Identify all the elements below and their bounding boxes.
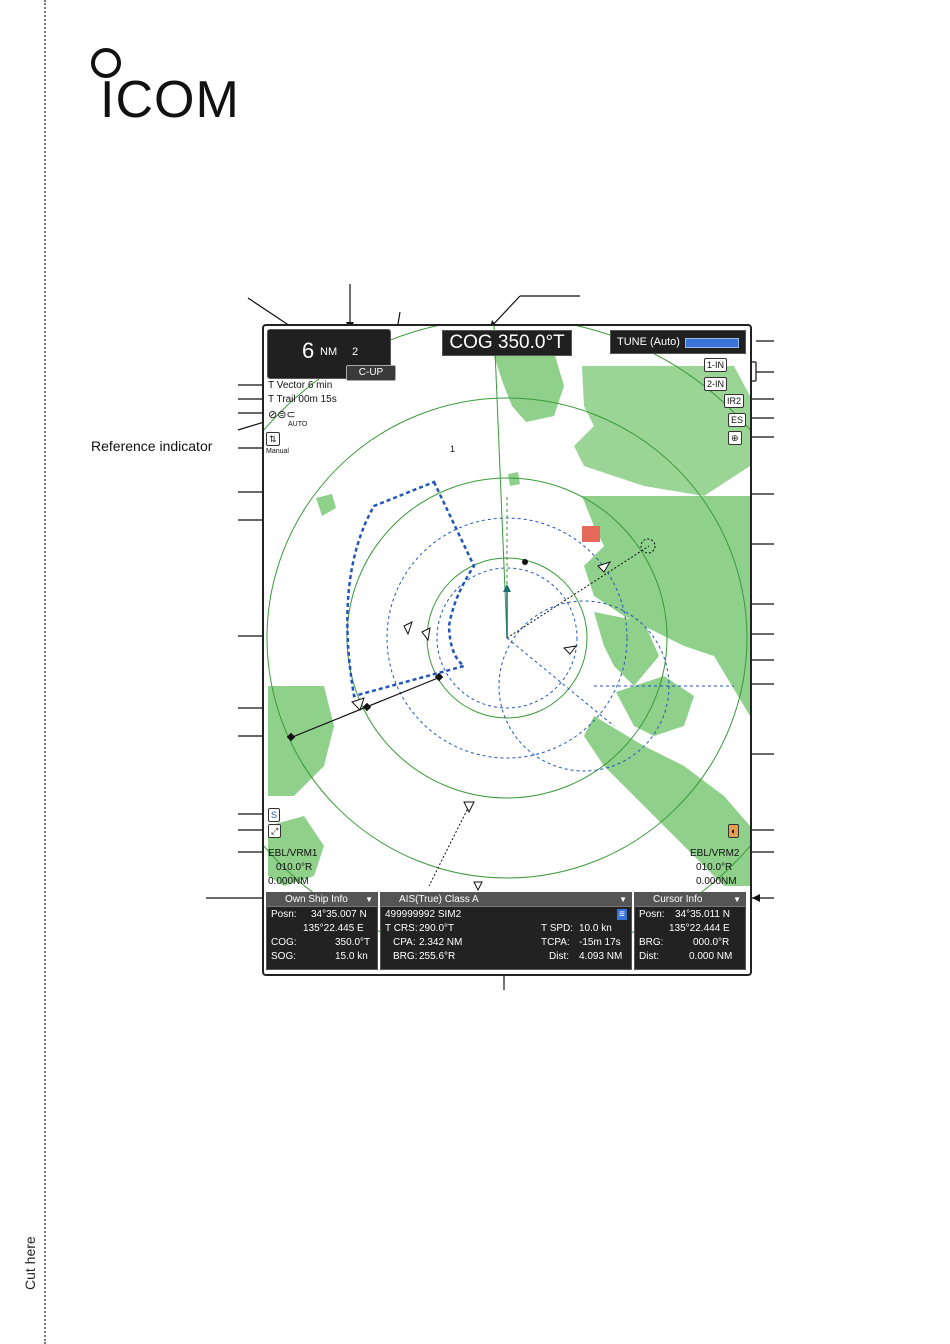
chevron-down-icon: ▼ [619,895,627,904]
ais-dist: 4.093 NM [579,951,623,962]
tune-label: TUNE (Auto) [617,336,680,348]
ebl-vrm1-label: EBL/VRM1 [268,848,318,859]
ais-tcpa-label: TCPA: [541,937,570,948]
auto-label: AUTO [288,421,308,428]
cut-label: Cut here [22,1236,38,1290]
cursor-info-panel[interactable] [634,892,746,970]
cursor-dist: 0.000 NM [689,951,733,962]
targets[interactable] [352,562,610,890]
cursor-dist-label: Dist: [639,951,659,962]
range-unit: NM [320,346,338,358]
chevron-down-icon: ▼ [733,895,741,904]
own-lat: 34°35.007 N [311,909,367,920]
own-ship-icon[interactable]: ⤢ [268,824,281,838]
manual-label: Manual [266,448,289,455]
range-ring-interval: 2 [352,346,359,358]
ais-tcrs: 290.0°T [419,923,455,934]
cursor-brg-label: BRG: [639,937,664,948]
ais-brg: 255.6°R [419,951,456,962]
orientation-mode-button[interactable]: C-UP [346,365,396,381]
ais-dist-label: Dist: [549,951,569,962]
es-icon: ES [728,413,746,427]
target-alarm-icon[interactable]: ◐ [728,824,739,838]
own-sog-label: SOG: [271,951,297,962]
logo-text: ICOM [100,71,240,129]
reference-icon: ⇅ [266,432,280,446]
ebl-vrm1-range: 0.000NM [268,876,309,887]
ebl-vrm2-label: EBL/VRM2 [690,848,740,859]
trail-setting: T Trail 00m 15s [268,394,337,405]
ais-brg-label: BRG: [393,951,418,962]
own-sog: 15.0 kn [335,951,368,962]
cursor-info-header[interactable] [635,893,745,907]
cursor-lat: 34°35.011 N [675,909,730,920]
ais-tcpa: -15m 17s [579,937,621,948]
own-ship-info-title: Own Ship Info [285,894,348,905]
ais-tcrs-label: T CRS: [385,923,418,934]
tune-bar [685,338,739,348]
vector-setting: T Vector 6 min [268,380,333,391]
ring-label: 1 [450,444,456,454]
own-ship-info-panel[interactable] [266,892,378,970]
message-icon[interactable]: ≡ [619,909,625,920]
mode-s-icon[interactable]: S [268,808,280,822]
cursor-lon: 135°22.444 E [669,923,730,934]
rain-sea-icon[interactable]: ⊘⊜⊂ [268,409,296,421]
ais-info-title: AIS(True) Class A [399,894,479,905]
danger-symbol [582,526,600,542]
zoom-icon[interactable]: ⊕ [728,431,742,445]
reference-indicator-label: Reference indicator [91,438,213,454]
ebl-vrm2-bearing: 010.0°R [696,862,733,873]
ebl-line [507,638,614,726]
radar-screen[interactable] [262,324,752,976]
cursor-brg: 000.0°R [693,937,730,948]
ais-cpa: 2.342 NM [419,937,463,948]
ais-name: 499999992 SIM2 [385,909,462,920]
range-value: 6 [302,338,315,363]
ebl-vrm2-range: 0.000NM [696,876,737,887]
own-posn-label: Posn: [271,909,297,920]
cursor-posn-label: Posn: [639,909,665,920]
interface-1-icon: 1-IN [704,358,727,372]
radar-plot[interactable] [264,326,750,974]
guard-zone [347,482,474,696]
ais-tspd: 10.0 kn [579,923,612,934]
interface-2-icon: 2-IN [704,377,727,391]
chevron-down-icon: ▼ [365,895,373,904]
ais-cpa-label: CPA: [393,937,416,948]
tracked-target[interactable] [522,559,528,565]
own-lon: 135°22.445 E [303,923,364,934]
ais-tspd-label: T SPD: [541,923,574,934]
cursor-info-title: Cursor Info [653,894,703,905]
land-areas [268,346,750,886]
own-ship-vector-head [503,584,511,592]
own-ship-info-header[interactable] [267,893,377,907]
tune-indicator[interactable] [610,330,746,354]
own-cog-label: COG: [271,937,297,948]
cog-readout: COG 350.0°T [442,330,572,356]
range-scale-box[interactable] [267,329,391,379]
ais-info-panel[interactable] [380,892,632,970]
ais-info-header[interactable] [381,893,631,907]
ir-icon: IR2 [724,394,744,408]
ebl-vrm1-bearing: 010.0°R [276,862,313,873]
own-cog: 350.0°T [335,937,371,948]
